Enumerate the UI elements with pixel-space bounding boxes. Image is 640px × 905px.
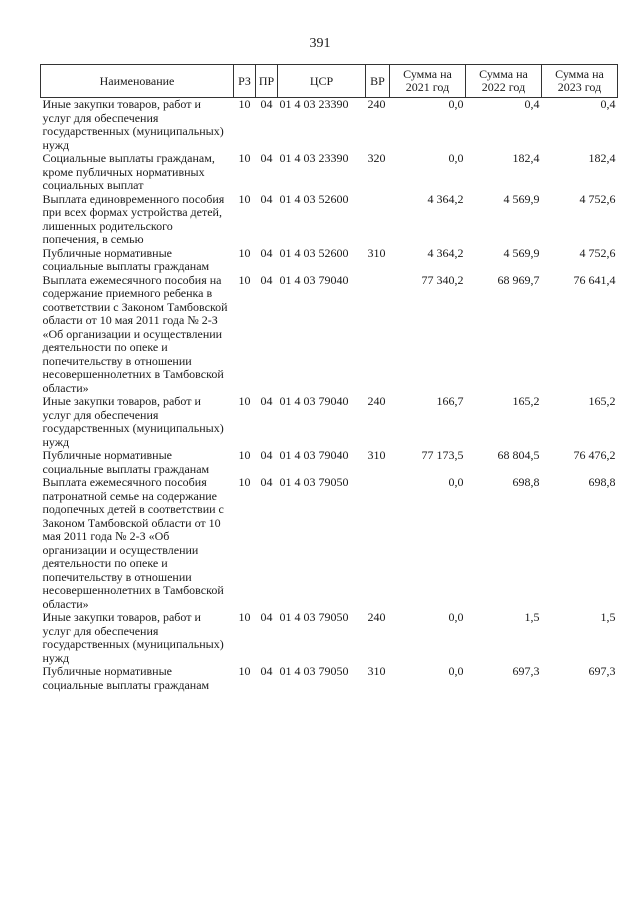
cell-sum-2023: 165,2 xyxy=(588,394,616,408)
header-csr: ЦСР xyxy=(278,65,366,98)
cell-sum-2021: 166,7 xyxy=(436,394,464,408)
cell-sum-2023: 76 641,4 xyxy=(573,272,616,287)
cell-sum-2021: 4 364,2 xyxy=(427,245,464,260)
cell-sum-2023: 182,4 xyxy=(588,151,616,165)
cell-pr: 04 xyxy=(260,475,273,489)
cell-rz: 10 xyxy=(238,272,251,287)
cell-sum-2022: 1,5 xyxy=(524,610,540,624)
cell-sum-2023: 1,5 xyxy=(600,610,616,624)
cell-sum-2021: 0,0 xyxy=(448,664,464,678)
cell-pr: 04 xyxy=(260,610,273,624)
cell-name: Выплата ежемесячного пособия патронатной семье на содержание подопечных детей в соответствии с Законом Тамбовской области от 10 мая 2011 года № 2-З «Об организации и осуществлении деятельности по опеке и попечительству в отношении несовершеннолетних в Тамбовской области» xyxy=(42,475,224,611)
cell-vr: 240 xyxy=(367,97,386,111)
cell-name: Выплата единовременного пособия при всех формах устройства детей, лишенных родительского попечения, в семью xyxy=(42,191,225,246)
cell-vr: 320 xyxy=(367,151,386,165)
cell-sum-2023: 76 476,2 xyxy=(573,448,616,462)
cell-pr: 04 xyxy=(260,151,273,165)
cell-vr: 240 xyxy=(367,610,386,624)
budget-table xyxy=(40,64,618,692)
cell-csr: 01 4 03 79050 xyxy=(279,610,349,624)
cell-name: Иные закупки товаров, работ и услуг для обеспечения государственных (муниципальных) нужд xyxy=(42,610,224,665)
cell-vr: 310 xyxy=(367,448,386,462)
page-number: 391 xyxy=(309,36,331,51)
header-sum-2022: Сумма на 2022 год xyxy=(466,65,542,98)
cell-pr: 04 xyxy=(260,448,273,462)
table-header xyxy=(41,65,618,98)
cell-name: Иные закупки товаров, работ и услуг для обеспечения государственных (муниципальных) нужд xyxy=(42,97,224,152)
cell-sum-2022: 165,2 xyxy=(512,394,540,408)
cell-rz: 10 xyxy=(238,151,251,165)
header-rz: РЗ xyxy=(234,65,256,98)
table-row xyxy=(41,665,618,692)
table-body xyxy=(41,98,618,693)
cell-csr: 01 4 03 79050 xyxy=(279,664,349,678)
cell-pr: 04 xyxy=(260,272,273,287)
cell-rz: 10 xyxy=(238,475,251,489)
cell-csr: 01 4 03 23390 xyxy=(279,97,349,111)
cell-sum-2022: 697,3 xyxy=(512,664,540,678)
cell-rz: 10 xyxy=(238,664,251,678)
cell-pr: 04 xyxy=(260,394,273,408)
cell-sum-2022: 698,8 xyxy=(512,475,540,489)
header-vr: ВР xyxy=(366,65,390,98)
cell-name: Иные закупки товаров, работ и услуг для обеспечения государственных (муниципальных) нужд xyxy=(42,394,224,449)
table-row xyxy=(41,274,618,396)
cell-vr xyxy=(366,193,390,247)
table-row xyxy=(41,193,618,247)
cell-sum-2023: 4 752,6 xyxy=(579,245,616,260)
cell-csr: 01 4 03 79040 xyxy=(279,448,349,462)
cell-sum-2022: 4 569,9 xyxy=(503,245,540,260)
header-pr: ПР xyxy=(256,65,278,98)
cell-sum-2022: 68 804,5 xyxy=(497,448,540,462)
table-row xyxy=(41,98,618,153)
cell-rz: 10 xyxy=(238,448,251,462)
cell-rz: 10 xyxy=(238,610,251,624)
cell-pr: 04 xyxy=(260,191,273,206)
header-sum-2023: Сумма на 2023 год xyxy=(542,65,618,98)
cell-sum-2023: 698,8 xyxy=(588,475,616,489)
cell-csr: 01 4 03 52600 xyxy=(279,245,349,260)
table-row xyxy=(41,152,618,193)
cell-pr: 04 xyxy=(260,245,273,260)
cell-name: Выплата ежемесячного пособия на содержание приемного ребенка в соответствии с Законом Тамбовской области от 10 мая 2011 года № 2-З «Об организации и осуществлении деятельности по опеке и попечительству в отношении несовершеннолетних в Тамбовской области» xyxy=(42,272,228,395)
cell-csr: 01 4 03 79040 xyxy=(279,272,349,287)
cell-sum-2021: 0,0 xyxy=(448,610,464,624)
cell-csr: 01 4 03 79040 xyxy=(279,394,349,408)
cell-csr: 01 4 03 52600 xyxy=(279,191,349,206)
cell-csr: 01 4 03 79050 xyxy=(279,475,349,489)
cell-sum-2021: 0,0 xyxy=(448,97,464,111)
cell-vr: 310 xyxy=(367,664,386,678)
cell-name: Публичные нормативные социальные выплаты гражданам xyxy=(42,664,210,692)
cell-sum-2022: 182,4 xyxy=(512,151,540,165)
cell-pr: 04 xyxy=(260,664,273,678)
cell-sum-2021: 77 173,5 xyxy=(421,448,464,462)
cell-name: Социальные выплаты гражданам, кроме публичных нормативных социальных выплат xyxy=(42,151,215,192)
cell-sum-2021: 0,0 xyxy=(448,475,464,489)
cell-sum-2022: 4 569,9 xyxy=(503,191,540,206)
cell-sum-2023: 697,3 xyxy=(588,664,616,678)
cell-sum-2023: 0,4 xyxy=(600,97,616,111)
cell-sum-2022: 68 969,7 xyxy=(497,272,540,287)
cell-vr xyxy=(366,476,390,611)
cell-rz: 10 xyxy=(238,191,251,206)
cell-sum-2023: 4 752,6 xyxy=(579,191,616,206)
cell-pr: 04 xyxy=(260,97,273,111)
header-name: Наименование xyxy=(41,65,234,98)
table-row xyxy=(41,395,618,449)
cell-name: Публичные нормативные социальные выплаты гражданам xyxy=(42,448,210,476)
table-row xyxy=(41,449,618,476)
cell-vr xyxy=(366,274,390,396)
cell-vr: 240 xyxy=(367,394,386,408)
cell-sum-2021: 77 340,2 xyxy=(421,272,464,287)
cell-rz: 10 xyxy=(238,394,251,408)
table-row xyxy=(41,247,618,274)
cell-rz: 10 xyxy=(238,97,251,111)
cell-name: Публичные нормативные социальные выплаты гражданам xyxy=(42,245,210,273)
cell-vr: 310 xyxy=(367,245,386,260)
cell-sum-2021: 0,0 xyxy=(448,151,464,165)
cell-csr: 01 4 03 23390 xyxy=(279,151,349,165)
cell-rz: 10 xyxy=(238,245,251,260)
cell-sum-2022: 0,4 xyxy=(524,97,540,111)
table-row xyxy=(41,476,618,611)
table-row xyxy=(41,611,618,665)
header-sum-2021: Сумма на 2021 год xyxy=(390,65,466,98)
cell-sum-2021: 4 364,2 xyxy=(427,191,464,206)
